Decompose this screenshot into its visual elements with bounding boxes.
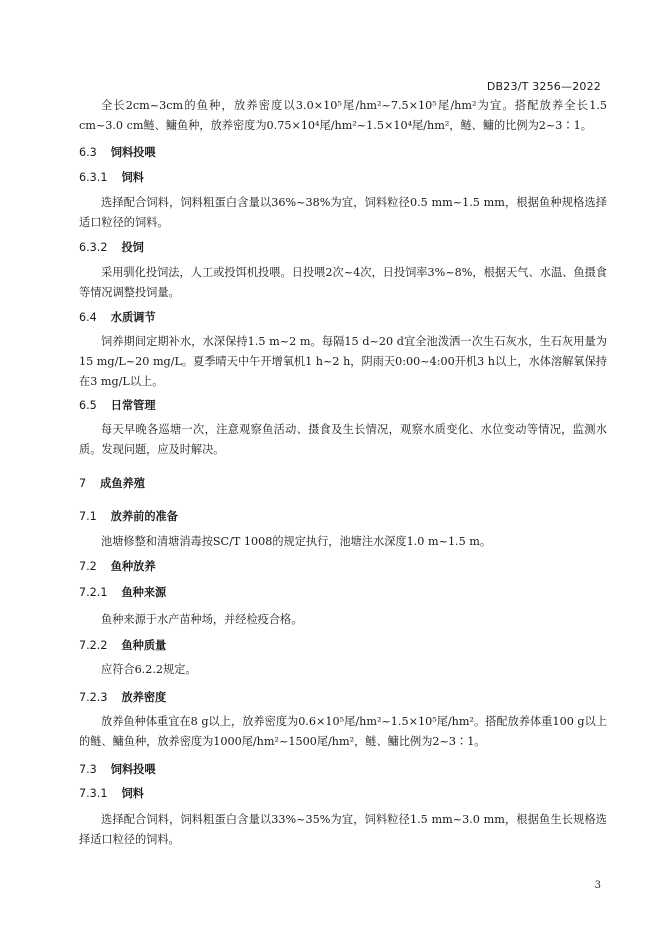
section-title: 成鱼养殖	[100, 477, 145, 490]
section-title: 放养前的准备	[110, 510, 178, 523]
section-heading	[79, 636, 166, 656]
section-heading	[79, 507, 178, 527]
section-number: 7	[79, 477, 87, 490]
paragraph: 选择配合饲料，饲料粗蛋白含量以36%~38%为宜，饲料粒径0.5 mm~1.5 mm，根据鱼种规格选择适口粒径的饲料。	[79, 196, 607, 229]
section-number: 6.3.2	[79, 241, 108, 254]
section-title: 投饲	[121, 241, 144, 254]
section-number: 7.2	[79, 560, 97, 573]
section-number: 7.2.1	[79, 586, 108, 599]
section-title: 放养密度	[121, 691, 167, 704]
section-heading	[79, 143, 156, 163]
section-title: 鱼种质量	[121, 639, 167, 652]
section-heading	[79, 784, 144, 804]
section-heading	[79, 583, 166, 603]
section-number: 7.1	[79, 510, 97, 523]
section-title: 饲料投喂	[110, 763, 156, 776]
section-heading	[79, 238, 144, 258]
paragraph: 应符合6.2.2规定。	[101, 663, 197, 676]
paragraph: 选择配合饲料，饲料粗蛋白含量以33%~35%为宜，饲料粒径1.5 mm~3.0 mm，根据鱼生长规格选择适口粒径的饲料。	[79, 813, 607, 846]
section-title: 日常管理	[110, 399, 156, 412]
paragraph: 池塘修整和清塘消毒按SC/T 1008的规定执行，池塘注水深度1.0 m~1.5 m。	[101, 535, 492, 548]
section-heading	[79, 168, 144, 188]
document-code: DB23/T 3256—2022	[486, 80, 601, 93]
paragraph: 全长2cm~3cm的鱼种，放养密度以3.0×10⁵尾/hm²~7.5×10⁵尾/hm²为宜。搭配放养全长1.5 cm~3.0 cm鲢、鳙鱼种，放养密度为0.75×10⁴尾/hm²~1.5×10⁴尾/hm²，鲢、鳙的比例为2~3∶1。	[79, 99, 607, 132]
section-number: 7.3.1	[79, 787, 108, 800]
section-title: 水质调节	[110, 311, 156, 324]
paragraph: 鱼种来源于水产苗种场，并经检疫合格。	[101, 613, 303, 626]
section-title: 饲料	[121, 787, 144, 800]
paragraph: 每天早晚各巡塘一次，注意观察鱼活动、摄食及生长情况，观察水质变化、水位变动等情况，监测水质。发现问题，应及时解决。	[79, 423, 607, 456]
section-number: 6.5	[79, 399, 97, 412]
section-heading	[79, 396, 156, 416]
section-heading	[79, 308, 156, 328]
section-title: 饲料投喂	[110, 146, 156, 159]
section-title: 鱼种来源	[121, 586, 167, 599]
paragraph: 采用驯化投饲法，人工或投饵机投喂。日投喂2次~4次，日投饲率3%~8%，根据天气、水温、鱼摄食等情况调整投饲量。	[79, 266, 607, 299]
page-number: 3	[594, 880, 601, 891]
section-number: 7.2.2	[79, 639, 108, 652]
paragraph: 放养鱼种体重宜在8 g以上，放养密度为0.6×10⁵尾/hm²~1.5×10⁵尾/hm²。搭配放养体重100 g以上的鲢、鳙鱼种，放养密度为1000尾/hm²~1500尾/hm²，鲢、鳙比例为2~3∶1。	[79, 715, 607, 748]
section-number: 7.3	[79, 763, 97, 776]
section-heading	[79, 557, 156, 577]
section-number: 6.4	[79, 311, 97, 324]
chapter-heading	[79, 474, 145, 494]
section-number: 7.2.3	[79, 691, 108, 704]
section-heading	[79, 760, 156, 780]
section-title: 饲料	[121, 171, 144, 184]
paragraph: 饲养期间定期补水，水深保持1.5 m~2 m。每隔15 d~20 d宜全池泼洒一次生石灰水，生石灰用量为15 mg/L~20 mg/L。夏季晴天中午开增氧机1 h~2 h，阴雨天0:00~4:00开机3 h以上，水体溶解氧保持在3 mg/L以上。	[79, 335, 607, 388]
section-number: 6.3.1	[79, 171, 108, 184]
section-heading	[79, 688, 166, 708]
section-number: 6.3	[79, 146, 97, 159]
section-title: 鱼种放养	[110, 560, 156, 573]
